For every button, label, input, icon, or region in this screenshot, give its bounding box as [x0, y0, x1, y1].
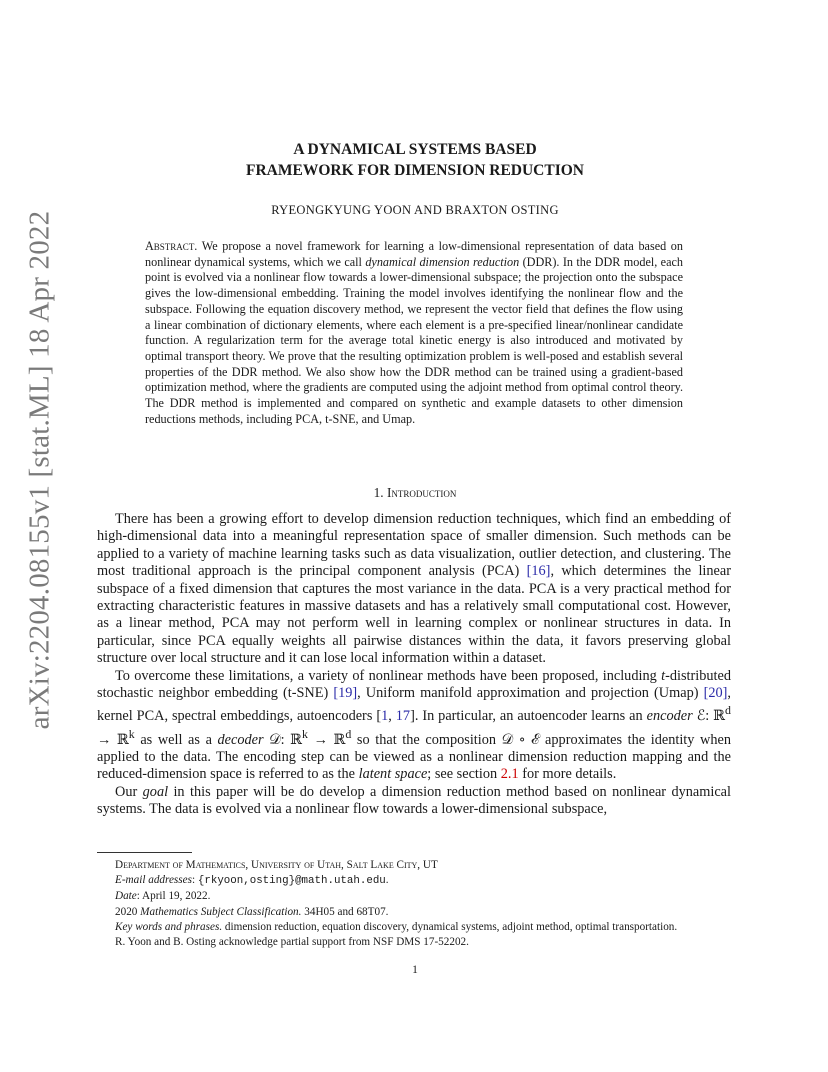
text: Key words and phrases.: [115, 920, 223, 933]
arxiv-sidebar-stamp: [20, 210, 60, 730]
abstract-text: (DDR). In the DDR model, each point is evolved via a nonlinear flow towards a lower-dimensional subspace; the projection onto the subspace gives the low-dimensional embedding. Training the model involves identifying the nonlinear flow and the subspace. Following the equation discovery method, we represent the vector field that defines the flow using a linear combination of dictionary elements, where each element is a pre-specified linear/nonlinear candidate function. A regularization term for the average total kinetic energy is also introduced and motivated by optimal transport theory. We prove that the resulting optimization problem is well-posed and establish several properties of the DDR method. We also show how the DDR method can be trained using a gradient-based optimization method, where the gradients are computed using the adjoint method from optimal control theory. The DDR method is implemented and compared on synthetic and example datasets to other dimension reductions methods, including PCA, t-SNE, and Umap.: [145, 254, 683, 426]
text: , Uniform manifold approximation and projection (Umap): [357, 685, 704, 702]
paragraph: [97, 784, 731, 819]
math: k: [302, 726, 308, 741]
abstract-text: We propose a novel framework for learning a low-dimensional representation of data based on nonlinear dynamical systems, which we call: [145, 239, 683, 269]
text: for more details.: [518, 766, 617, 783]
text: E-mail addresses: [115, 874, 192, 887]
math: d: [345, 726, 352, 741]
title-line-1: A DYNAMICAL SYSTEMS BASED: [293, 141, 537, 158]
text: ]: [410, 708, 415, 725]
section-link[interactable]: 2.1: [500, 766, 519, 783]
text: ,: [388, 708, 396, 725]
section-heading: [100, 485, 730, 501]
citation-link[interactable]: [16]: [526, 563, 551, 580]
paragraph: [97, 668, 731, 784]
page-number: 1: [412, 964, 418, 976]
text: in this paper will be do develop a dimension reduction method based on nonlinear dynamical systems. The data is evolved via a nonlinear flow towards a lower-dimensional subspace,: [97, 783, 731, 818]
text: : April 19, 2022.: [136, 890, 211, 903]
text: t: [661, 667, 666, 684]
math: → ℝ: [307, 731, 346, 748]
text: 2020: [115, 905, 141, 918]
text: decoder: [217, 731, 264, 748]
keywords-line: [97, 920, 731, 935]
math: k: [128, 726, 135, 741]
text: , kernel PCA, spectral embeddings, autoencoders: [97, 685, 731, 725]
text: Mathematics Subject Classification.: [140, 905, 302, 918]
paragraph: [97, 511, 731, 668]
text: , which determines the linear subspace of a fixed dimension that captures the most variance in the data. PCA is a very practical method for extracting characteristic features in massive datasets and has a relatively small computational cost. However, as a linear method, PCA may not perform well in learning complex or nonlinear structures in data. In particular, since PCA equally weights all pairwise distances within the data, it favors preserving global structure over local structure and it can lose local information within a dataset.: [97, 563, 732, 667]
author-line: RYEONGKYUNG YOON AND BRAXTON OSTING: [271, 203, 559, 217]
paper-title: [100, 139, 730, 181]
citation-link[interactable]: 1: [381, 708, 389, 725]
section-title: Introduction: [386, 485, 457, 500]
text: goal: [142, 783, 169, 800]
text: Our: [115, 783, 143, 800]
body-text: [97, 511, 731, 818]
email-address[interactable]: {rkyoon,osting}@math.utah.edu: [197, 875, 386, 888]
text: latent space: [358, 766, 428, 783]
msc-line: [97, 905, 731, 920]
abstract-term: dynamical dimension reduction: [365, 254, 520, 269]
acknowledgment: R. Yoon and B. Osting acknowledge partial support from NSF DMS 17-52202.: [115, 936, 469, 949]
math: d: [725, 703, 731, 718]
text: 34H05 and 68T07.: [301, 905, 389, 918]
text: There has been a growing effort to develop dimension reduction techniques, which find an embedding of high-dimensional data into a meaningful representation space of smaller dimension. Such methods can be applied to a variety of machine learning tasks such as data visualization, outlier detection, and clustering. The most traditional approach is the principal component analysis (PCA): [97, 511, 731, 580]
section-number: 1.: [373, 485, 384, 500]
text: encoder: [646, 708, 693, 725]
text: . In particular, an autoencoder learns an: [414, 708, 647, 725]
math: ℰ: ℝ: [692, 708, 726, 725]
abstract-label: Abstract.: [145, 239, 198, 253]
abstract: [145, 239, 683, 427]
affiliation: Department of Mathematics, University of Utah, Salt Lake City, UT: [115, 859, 438, 871]
text: ; see section: [427, 766, 501, 783]
math: → ℝ: [97, 731, 129, 748]
text: as well as a: [134, 731, 218, 748]
footnotes: [97, 858, 731, 950]
title-line-2: FRAMEWORK FOR DIMENSION REDUCTION: [246, 162, 584, 179]
math: 𝒟: ℝ: [263, 731, 303, 748]
footnote-rule: [97, 852, 192, 853]
date-line: [97, 889, 731, 904]
email-line: E-mail addresses: {rkyoon,osting}@math.utah.edu.: [115, 874, 389, 888]
citation-link[interactable]: [19]: [333, 685, 358, 702]
text: so that the composition 𝒟 ∘ ℰ approximates the identity when applied to the data. The encoding step can be viewed as a nonlinear dimension reduction mapping and the reduced-dimension space is referred to as the: [97, 731, 731, 783]
arxiv-identifier: arXiv:2204.08155v1 [stat.ML] 18 Apr 2022: [23, 210, 56, 730]
citation-link[interactable]: [20]: [703, 685, 728, 702]
text: Date: [115, 890, 137, 903]
text: -distributed stochastic neighbor embedding (t-SNE): [97, 667, 731, 702]
text: dimension reduction, equation discovery, dynamical systems, adjoint method, optimal transportation.: [222, 920, 678, 933]
text: To overcome these limitations, a variety of nonlinear methods have been proposed, including: [115, 667, 662, 684]
citation-link[interactable]: 17: [395, 708, 411, 725]
text: [: [376, 708, 382, 725]
